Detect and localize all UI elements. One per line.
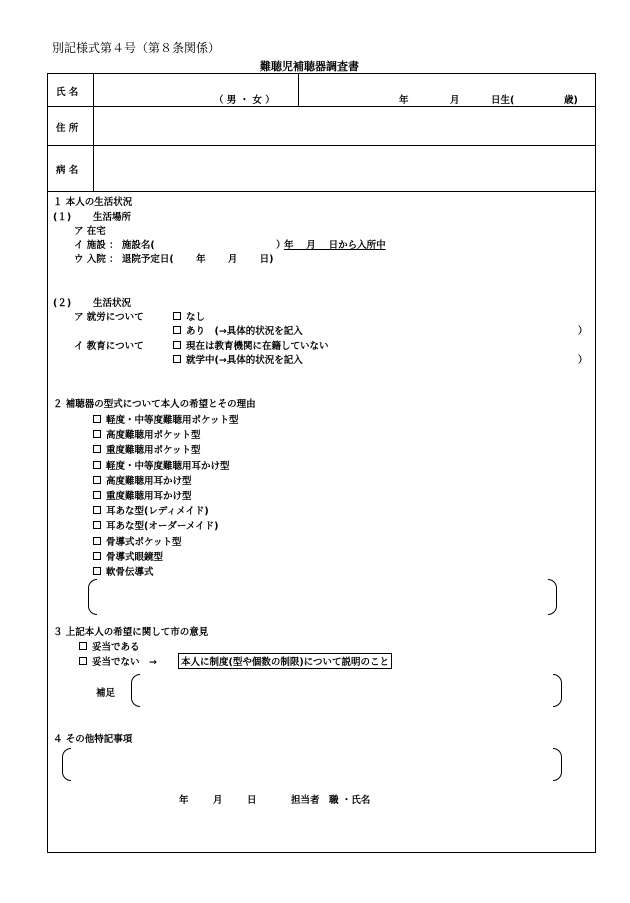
- disease-label: 病 名: [56, 165, 79, 176]
- not-appropriate-option[interactable]: 妥当でない →: [79, 654, 157, 668]
- checkbox-icon[interactable]: [173, 341, 181, 349]
- address-label: 住 所: [56, 123, 79, 134]
- section1-sub2-number: (２): [53, 298, 72, 309]
- work-label: ア 就労について: [74, 312, 144, 323]
- checkbox-icon[interactable]: [79, 657, 87, 665]
- living-hospital: ウ 入院 ： 退院予定日( 年 月 日): [74, 254, 274, 265]
- section1-sub2-title: 生活状況: [93, 298, 132, 309]
- work-yes-option[interactable]: あり (→具体的状況を記入: [173, 323, 303, 337]
- supplement-bracket-left: [131, 674, 140, 707]
- checkbox-icon[interactable]: [93, 552, 101, 560]
- checkbox-icon[interactable]: [93, 491, 101, 499]
- hearing-aid-option[interactable]: 重度難聴用耳かけ型: [93, 488, 192, 502]
- footer-day: 日: [247, 795, 257, 806]
- checkbox-icon[interactable]: [93, 445, 101, 453]
- section1-sub1-number: (１): [53, 212, 72, 223]
- hearing-aid-option[interactable]: 軟骨伝導式: [93, 564, 154, 578]
- name-birth-divider: [298, 73, 299, 106]
- notes-bracket-right: [553, 748, 562, 781]
- hearing-aid-option[interactable]: 骨導式ポケット型: [93, 534, 182, 548]
- checkbox-icon[interactable]: [173, 355, 181, 363]
- checkbox-icon[interactable]: [93, 461, 101, 469]
- checkbox-icon[interactable]: [93, 415, 101, 423]
- checkbox-icon[interactable]: [79, 642, 87, 650]
- work-none-option[interactable]: なし: [173, 309, 205, 323]
- birth-month-label: 月: [450, 95, 460, 106]
- birth-year-label: 年: [399, 95, 409, 106]
- facility-since: 年 月 日から入所中: [284, 240, 386, 251]
- reason-bracket-left: [88, 579, 97, 615]
- checkbox-icon[interactable]: [173, 312, 181, 320]
- hearing-aid-option[interactable]: 重度難聴用ポケット型: [93, 442, 201, 456]
- birth-day-label: 日生(: [491, 95, 515, 106]
- living-home: ア 在宅: [74, 226, 106, 237]
- edu-yes-option[interactable]: 就学中(→具体的状況を記入: [173, 352, 303, 366]
- notes-field[interactable]: [72, 750, 551, 779]
- gender-selector[interactable]: （ 男 ・ 女 ）: [214, 95, 275, 106]
- age-label: 歳): [564, 95, 578, 106]
- checkbox-icon[interactable]: [93, 521, 101, 529]
- hearing-aid-option[interactable]: 高度難聴用ポケット型: [93, 427, 201, 441]
- checkbox-icon[interactable]: [93, 430, 101, 438]
- hearing-aid-option[interactable]: 軽度・中等度難聴用ポケット型: [93, 412, 239, 426]
- appropriate-option[interactable]: 妥当である: [79, 639, 140, 653]
- checkbox-icon[interactable]: [93, 567, 101, 575]
- section3-heading: ３ 上記本人の希望に関して市の意見: [53, 627, 209, 638]
- edu-none-option[interactable]: 現在は教育機関に在籍していない: [173, 338, 329, 352]
- reason-field[interactable]: [98, 581, 546, 613]
- hearing-aid-option[interactable]: 高度難聴用耳かけ型: [93, 473, 192, 487]
- work-yes-close: ）: [578, 326, 588, 337]
- checkbox-icon[interactable]: [93, 537, 101, 545]
- supplement-field[interactable]: [141, 676, 551, 705]
- supplement-label: 補足: [96, 688, 116, 699]
- hearing-aid-option[interactable]: 耳あな型(レディメイド): [93, 503, 209, 517]
- page-title: 難聴児補聴器調査書: [260, 60, 359, 73]
- name-label: 氏 名: [56, 87, 79, 98]
- disease-field[interactable]: [94, 146, 595, 190]
- checkbox-icon[interactable]: [93, 506, 101, 514]
- hearing-aid-option[interactable]: 軽度・中等度難聴用耳かけ型: [93, 458, 230, 472]
- row-divider-3: [47, 191, 596, 192]
- footer-month: 月: [213, 795, 223, 806]
- checkbox-icon[interactable]: [93, 476, 101, 484]
- section1-heading: １ 本人の生活状況: [53, 197, 133, 208]
- living-facility: イ 施設 ： 施設名(: [74, 240, 155, 251]
- section4-heading: ４ その他特記事項: [53, 734, 133, 745]
- section1-sub1-title: 生活場所: [93, 212, 132, 223]
- address-field[interactable]: [94, 107, 595, 144]
- supplement-bracket-right: [553, 674, 562, 707]
- hearing-aid-option[interactable]: 骨導式眼鏡型: [93, 549, 163, 563]
- facility-close: ）: [276, 240, 286, 251]
- explanation-box: 本人に制度(型や個数の制限)について説明のこと: [178, 653, 392, 669]
- edu-yes-close: ）: [578, 355, 588, 366]
- reason-bracket-right: [548, 579, 557, 615]
- hearing-aid-option[interactable]: 耳あな型(オーダーメイド): [93, 518, 219, 532]
- notes-bracket-left: [62, 748, 71, 781]
- staff-label: 担当者 職 ・氏名: [291, 795, 371, 806]
- education-label: イ 教育について: [74, 341, 144, 352]
- section2-heading: ２ 補聴器の型式について本人の希望とその理由: [53, 399, 256, 410]
- form-number: 別記様式第４号（第８条関係）: [52, 41, 221, 55]
- checkbox-icon[interactable]: [173, 326, 181, 334]
- footer-year: 年: [179, 795, 189, 806]
